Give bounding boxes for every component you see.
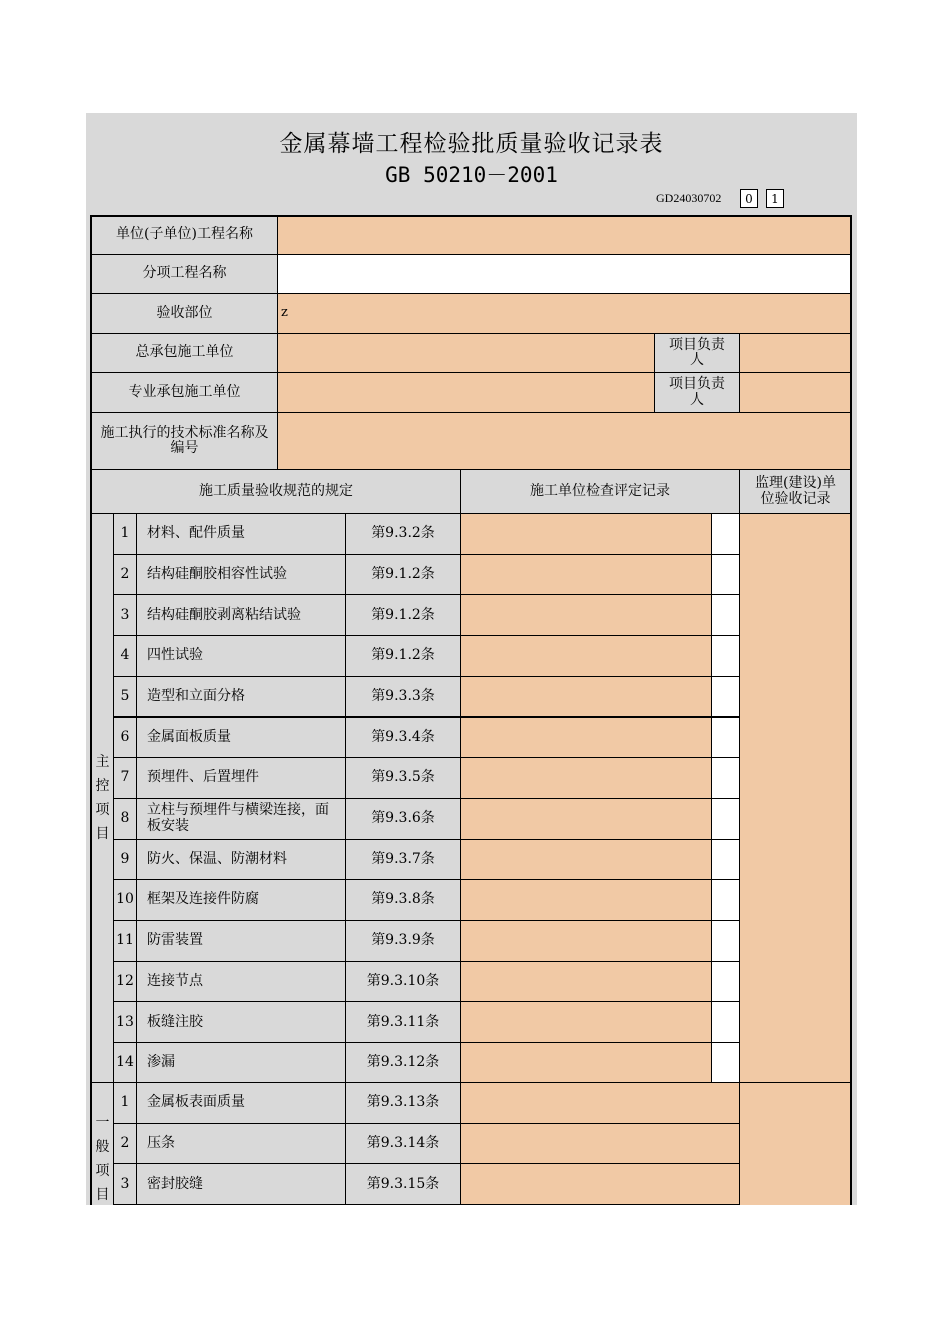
main-item-check-extra[interactable] bbox=[711, 594, 740, 636]
standard-code: GB 50210－2001 bbox=[385, 163, 558, 187]
form-code-box-2[interactable]: 1 bbox=[766, 189, 784, 208]
main-item-name: 框架及连接件防腐 bbox=[136, 879, 346, 921]
main-supervision-record[interactable] bbox=[739, 513, 852, 1083]
main-item-check-record[interactable] bbox=[460, 594, 712, 636]
main-item-clause: 第9.3.11条 bbox=[345, 1001, 461, 1043]
main-item-name: 立柱与预埋件与横梁连接，面板安装 bbox=[136, 798, 346, 840]
main-item-name: 渗漏 bbox=[136, 1042, 346, 1084]
main-item-number: 7 bbox=[113, 757, 137, 799]
main-item-number: 1 bbox=[113, 513, 137, 555]
general-group-label: 一般项目 bbox=[95, 1115, 110, 1203]
project-manager-field-2[interactable] bbox=[739, 372, 852, 413]
main-item-check-extra[interactable] bbox=[711, 554, 740, 596]
main-item-check-extra[interactable] bbox=[711, 635, 740, 677]
inspection-part-label: 验收部位 bbox=[91, 293, 278, 334]
main-item-clause: 第9.3.2条 bbox=[345, 513, 461, 555]
project-manager-label-1: 项目负责人 bbox=[654, 333, 740, 373]
main-item-check-record[interactable] bbox=[460, 920, 712, 962]
main-item-name: 连接节点 bbox=[136, 961, 346, 1003]
main-item-number: 14 bbox=[113, 1042, 137, 1084]
general-item-number: 2 bbox=[113, 1123, 137, 1165]
general-item-check-record[interactable] bbox=[460, 1163, 740, 1205]
general-item-clause: 第9.3.15条 bbox=[345, 1163, 461, 1205]
main-item-clause: 第9.1.2条 bbox=[345, 635, 461, 677]
main-item-name: 四性试验 bbox=[136, 635, 346, 677]
main-item-clause: 第9.3.5条 bbox=[345, 757, 461, 799]
specialty-contractor-label: 专业承包施工单位 bbox=[91, 372, 278, 413]
unit-project-label: 单位(子单位)工程名称 bbox=[91, 215, 278, 255]
form-code-box-1[interactable]: 0 bbox=[740, 189, 758, 208]
main-item-check-record[interactable] bbox=[460, 798, 712, 840]
main-item-name: 防雷装置 bbox=[136, 920, 346, 962]
general-item-name: 压条 bbox=[136, 1123, 346, 1165]
general-item-name: 密封胶缝 bbox=[136, 1163, 346, 1205]
main-item-check-record[interactable] bbox=[460, 839, 712, 881]
main-item-name: 材料、配件质量 bbox=[136, 513, 346, 555]
inspection-form-sheet bbox=[86, 113, 857, 1205]
unit-project-field[interactable] bbox=[277, 215, 852, 255]
main-item-name: 结构硅酮胶相容性试验 bbox=[136, 554, 346, 596]
main-item-check-record[interactable] bbox=[460, 717, 712, 759]
main-item-check-record[interactable] bbox=[460, 757, 712, 799]
main-item-number: 5 bbox=[113, 676, 137, 718]
main-item-check-record[interactable] bbox=[460, 879, 712, 921]
main-item-check-extra[interactable] bbox=[711, 513, 740, 555]
spec-column-header: 施工质量验收规范的规定 bbox=[91, 469, 461, 514]
sub-project-field[interactable] bbox=[277, 254, 852, 294]
inspection-part-field[interactable]: z bbox=[277, 293, 852, 334]
check-record-column-header: 施工单位检查评定记录 bbox=[460, 469, 740, 514]
general-contractor-label: 总承包施工单位 bbox=[91, 333, 278, 373]
main-item-number: 3 bbox=[113, 594, 137, 636]
project-manager-label-2: 项目负责人 bbox=[654, 372, 740, 413]
main-item-number: 4 bbox=[113, 635, 137, 677]
main-control-group bbox=[91, 513, 114, 1083]
main-item-clause: 第9.3.7条 bbox=[345, 839, 461, 881]
main-item-check-record[interactable] bbox=[460, 513, 712, 555]
main-item-number: 12 bbox=[113, 961, 137, 1003]
technical-standard-field[interactable] bbox=[277, 412, 852, 470]
main-item-clause: 第9.3.3条 bbox=[345, 676, 461, 718]
main-item-name: 防火、保温、防潮材料 bbox=[136, 839, 346, 881]
main-item-name: 预埋件、后置埋件 bbox=[136, 757, 346, 799]
specialty-contractor-field[interactable] bbox=[277, 372, 655, 413]
technical-standard-label: 施工执行的技术标准名称及编号 bbox=[91, 412, 278, 470]
main-item-check-record[interactable] bbox=[460, 1001, 712, 1043]
main-item-clause: 第9.3.12条 bbox=[345, 1042, 461, 1084]
sub-project-label: 分项工程名称 bbox=[91, 254, 278, 294]
general-item-number: 3 bbox=[113, 1163, 137, 1205]
main-item-number: 6 bbox=[113, 717, 137, 759]
main-item-check-extra[interactable] bbox=[711, 757, 740, 799]
general-item-check-record[interactable] bbox=[460, 1082, 740, 1124]
main-item-number: 9 bbox=[113, 839, 137, 881]
main-item-number: 10 bbox=[113, 879, 137, 921]
main-item-number: 11 bbox=[113, 920, 137, 962]
main-item-check-record[interactable] bbox=[460, 554, 712, 596]
main-item-check-extra[interactable] bbox=[711, 1001, 740, 1043]
general-item-number: 1 bbox=[113, 1082, 137, 1124]
main-item-number: 8 bbox=[113, 798, 137, 840]
main-item-name: 金属面板质量 bbox=[136, 717, 346, 759]
form-title: 金属幕墙工程检验批质量验收记录表 bbox=[279, 131, 664, 157]
main-item-name: 板缝注胶 bbox=[136, 1001, 346, 1043]
main-item-check-extra[interactable] bbox=[711, 879, 740, 921]
general-group bbox=[91, 1082, 114, 1205]
general-item-clause: 第9.3.14条 bbox=[345, 1123, 461, 1165]
main-item-name: 结构硅酮胶剥离粘结试验 bbox=[136, 594, 346, 636]
main-item-clause: 第9.3.9条 bbox=[345, 920, 461, 962]
form-code: GD24030702 bbox=[656, 191, 722, 205]
general-item-clause: 第9.3.13条 bbox=[345, 1082, 461, 1124]
main-item-check-record[interactable] bbox=[460, 635, 712, 677]
main-item-check-extra[interactable] bbox=[711, 798, 740, 840]
main-item-check-extra[interactable] bbox=[711, 961, 740, 1003]
main-item-clause: 第9.1.2条 bbox=[345, 554, 461, 596]
main-control-group-label: 主控项目 bbox=[95, 754, 110, 842]
main-item-clause: 第9.3.8条 bbox=[345, 879, 461, 921]
main-item-number: 13 bbox=[113, 1001, 137, 1043]
main-item-check-extra[interactable] bbox=[711, 920, 740, 962]
general-supervision-record[interactable] bbox=[739, 1082, 852, 1205]
main-item-number: 2 bbox=[113, 554, 137, 596]
main-item-clause: 第9.3.4条 bbox=[345, 717, 461, 759]
main-item-check-extra[interactable] bbox=[711, 676, 740, 718]
main-item-clause: 第9.3.10条 bbox=[345, 961, 461, 1003]
main-item-check-extra[interactable] bbox=[711, 1042, 740, 1084]
main-item-check-extra[interactable] bbox=[711, 717, 740, 759]
main-item-clause: 第9.1.2条 bbox=[345, 594, 461, 636]
main-item-clause: 第9.3.6条 bbox=[345, 798, 461, 840]
general-item-name: 金属板表面质量 bbox=[136, 1082, 346, 1124]
main-item-check-record[interactable] bbox=[460, 961, 712, 1003]
main-item-check-extra[interactable] bbox=[711, 839, 740, 881]
main-item-check-record[interactable] bbox=[460, 1042, 712, 1084]
supervision-column-header: 监理(建设)单位验收记录 bbox=[739, 469, 852, 514]
general-item-check-record[interactable] bbox=[460, 1123, 740, 1165]
main-item-check-record[interactable] bbox=[460, 676, 712, 718]
project-manager-field-1[interactable] bbox=[739, 333, 852, 373]
general-contractor-field[interactable] bbox=[277, 333, 655, 373]
main-item-name: 造型和立面分格 bbox=[136, 676, 346, 718]
